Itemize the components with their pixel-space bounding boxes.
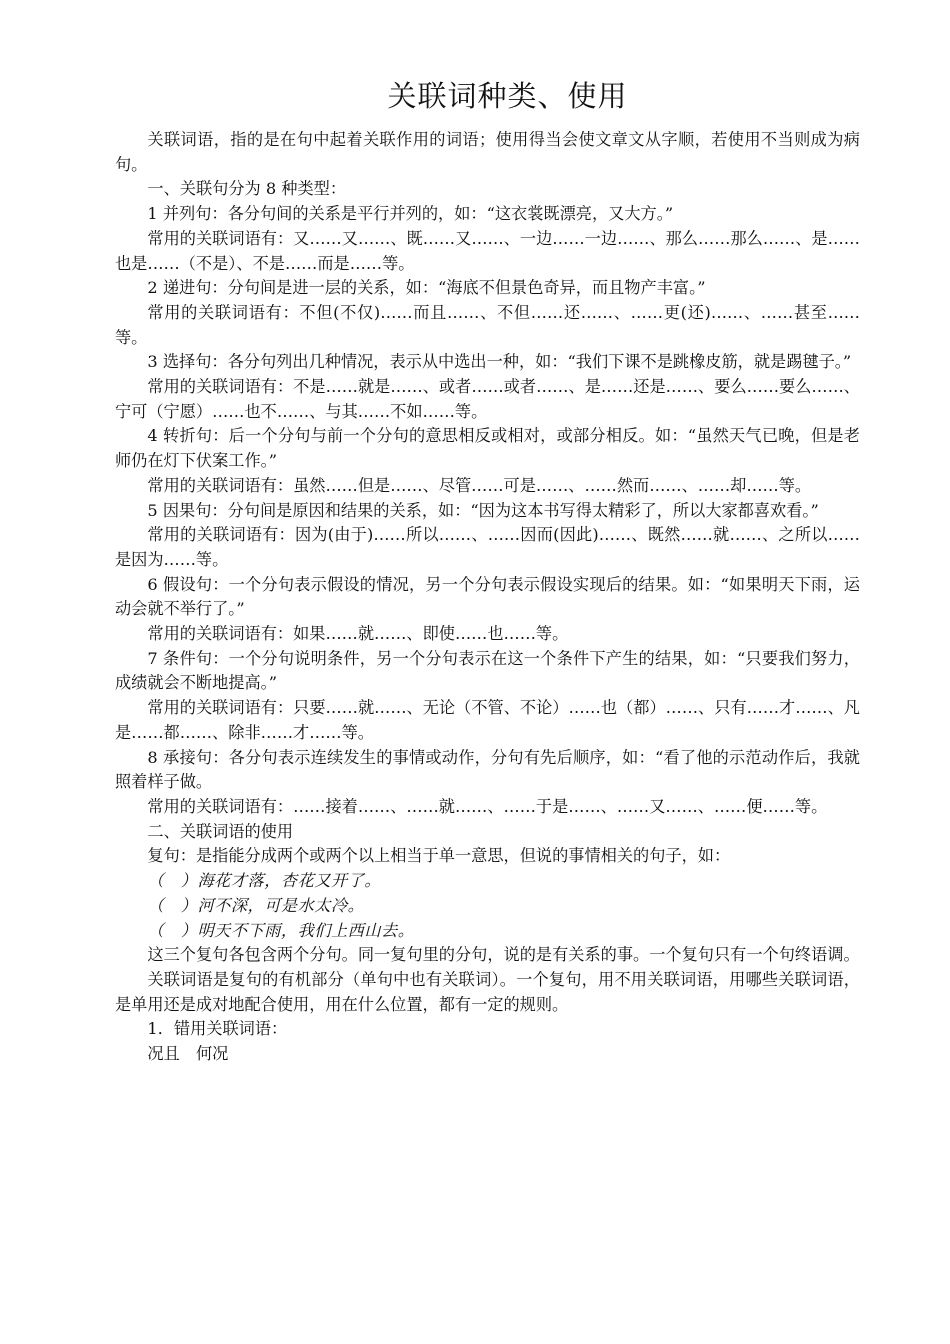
paragraph: 1 并列句：各分句间的关系是平行并列的，如：“这衣裳既漂亮，又大方。”: [147, 204, 674, 224]
paragraph: 常用的关联词语有：不但(不仅)……而且……、不但……还……、……更(还)……、……甚至……等。: [115, 302, 860, 347]
paragraph: 二、关联词语的使用: [147, 821, 294, 841]
paragraph: 常用的关联词语有：……接着……、……就……、……于是……、……又……、……便……等。: [147, 796, 828, 816]
example-sentence: （ ）海花才落，杏花又开了。: [147, 871, 382, 891]
paragraph: 关联词语，指的是在句中起着关联作用的词语；使用得当会使文章文从字顺，若使用不当则成为病句。: [115, 130, 860, 174]
paragraph: 1．错用关联词语：: [147, 1019, 288, 1039]
paragraph: 关联词语是复句的有机部分（单句中也有关联词）。一个复句，用不用关联词语，用哪些关联词语，是单用还是成对地配合使用，用在什么位置，都有一定的规则。: [115, 969, 860, 1014]
paragraph: 8 承接句：各分句表示连续发生的事情或动作，分句有先后顺序，如：“看了他的示范动作后，我就照着样子做。: [115, 747, 860, 792]
paragraph: 4 转折句：后一个分句与前一个分句的意思相反或相对，或部分相反。如：“虽然天气已晚，但是老师仍在灯下伏案工作。”: [115, 426, 860, 471]
example-sentence: （ ）河不深，可是水太冷。: [147, 895, 365, 915]
paragraph: 常用的关联词语有：因为(由于)……所以……、……因而(因此)……、既然……就……、之所以……是因为……等。: [115, 525, 860, 569]
paragraph: 2 递进句：分句间是进一层的关系，如：“海底不但景色奇异，而且物产丰富。”: [147, 278, 706, 298]
paragraph: 6 假设句：一个分句表示假设的情况，另一个分句表示假设实现后的结果。如：“如果明天下雨，运动会就不举行了。”: [115, 574, 860, 619]
paragraph: 常用的关联词语有：虽然……但是……、尽管……可是……、……然而……、……却……等。: [147, 475, 812, 495]
document-title: 关联词种类、使用: [387, 79, 628, 113]
paragraph: 7 条件句：一个分句说明条件，另一个分句表示在这一个条件下产生的结果，如：“只要我们努力，成绩就会不断地提高。”: [115, 648, 860, 693]
paragraph: 5 因果句：分句间是原因和结果的关系，如：“因为这本书写得太精彩了，所以大家都喜欢看。”: [147, 500, 819, 520]
paragraph: 一、关联句分为 8 种类型：: [147, 179, 347, 199]
paragraph: 常用的关联词语有：只要……就……、无论（不管、不论）……也（都）……、只有……才……、凡是……都……、除非……才……等。: [115, 698, 860, 742]
paragraph: 常用的关联词语有：又……又……、既……又……、一边……一边……、那么……那么……、是……也是……（不是）、不是……而是……等。: [115, 228, 860, 273]
example-sentence: （ ）明天不下雨，我们上西山去。: [147, 920, 415, 940]
document-body: [115, 128, 860, 1067]
document-page: [115, 76, 860, 1067]
paragraph: 复句：是指能分成两个或两个以上相当于单一意思，但说的事情相关的句子，如：: [147, 846, 731, 866]
paragraph: 常用的关联词语有：不是……就是……、或者……或者……、是……还是……、要么……要么……、宁可（宁愿）……也不……、与其……不如……等。: [115, 377, 860, 421]
paragraph: 常用的关联词语有：如果……就……、即使……也……等。: [147, 624, 569, 644]
paragraph: 况且 何况: [147, 1044, 229, 1064]
paragraph: 3 选择句：各分句列出几种情况，表示从中选出一种，如：“我们下课不是跳橡皮筋，就是踢毽子。”: [147, 352, 852, 372]
paragraph: 这三个复句各包含两个分句。同一复句里的分句，说的是有关系的事。一个复句只有一个句终语调。: [147, 945, 860, 965]
